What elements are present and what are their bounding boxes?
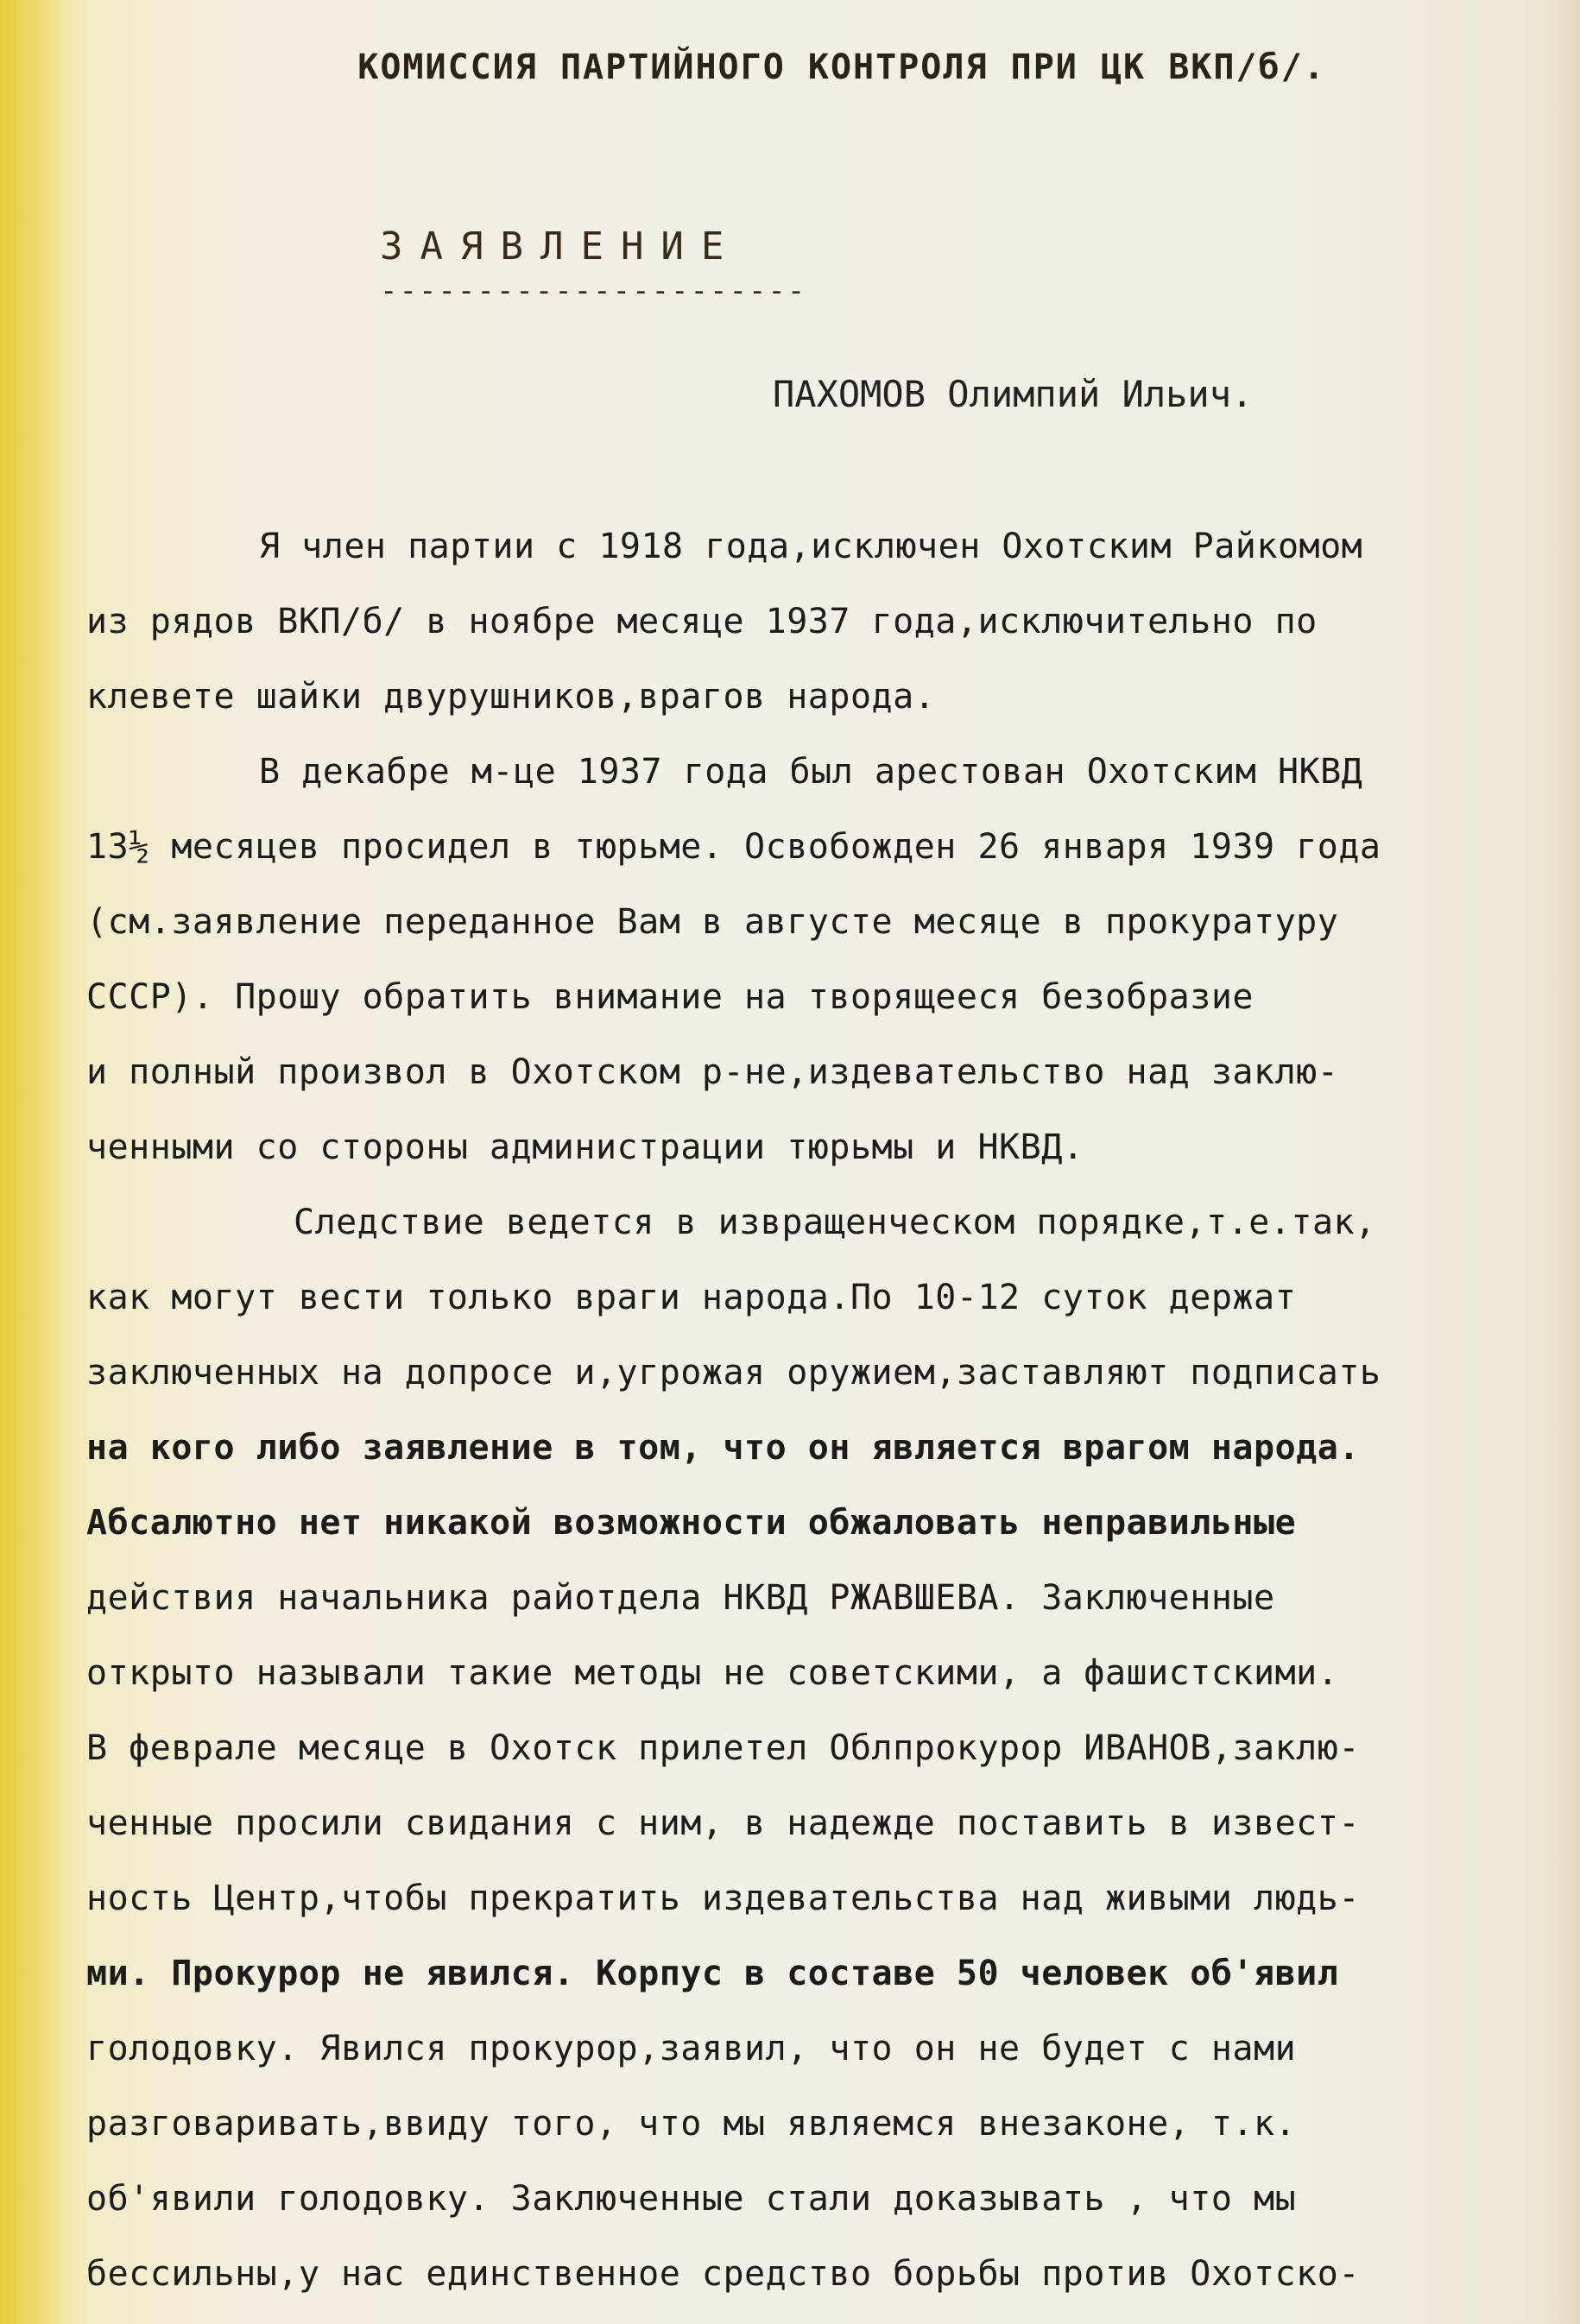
title-underline: ---------------------- <box>380 274 807 308</box>
text-line: ченные просили свидания с ним, в надежде поставить в извест- <box>86 1803 1360 1843</box>
text-line: заключенных на допросе и,угрожая оружием,заставляют подписать <box>86 1353 1381 1393</box>
text-line: Я член партии с 1918 года,исключен Охотским Райкомом <box>259 527 1363 566</box>
text-line: действия начальника райотдела НКВД РЖАВШЕВА. Заключенные <box>86 1578 1275 1618</box>
text-line: Следствие ведется в извращенческом порядке,т.е.так, <box>294 1203 1376 1242</box>
text-line: ченными со стороны администрации тюрьмы и НКВД. <box>86 1127 1084 1167</box>
text-line: ность Центр,чтобы прекратить издевательства над живыми людь- <box>86 1879 1360 1918</box>
text-line: Абсалютно нет никакой возможности обжаловать неправильные <box>86 1503 1297 1543</box>
title-block <box>380 224 812 308</box>
text-line: как могут вести только враги народа.По 10-12 суток держат <box>86 1278 1297 1317</box>
text-line: (см.заявление переданное Вам в августе месяце в прокуратуру <box>86 902 1339 942</box>
text-line: из рядов ВКП/б/ в ноябре месяце 1937 года,исключительно по <box>86 602 1318 641</box>
letterhead: КОМИССИЯ ПАРТИЙНОГО КОНТРОЛЯ ПРИ ЦК ВКП/б/. <box>357 47 1326 87</box>
text-line: об'явили голодовку. Заключенные стали доказывать , что мы <box>86 2179 1297 2219</box>
text-line: открыто называли такие методы не советскими, а фашистскими. <box>86 1653 1339 1693</box>
text-line: ми. Прокурор не явился. Корпус в составе 50 человек об'явил <box>86 1954 1339 1993</box>
author-name: ПАХОМОВ Олимпий Ильич. <box>773 373 1254 415</box>
text-line: В феврале месяце в Охотск прилетел Облпрокурор ИВАНОВ,заклю- <box>86 1728 1360 1768</box>
text-line: и полный произвол в Охотском р-не,издевательство над заклю- <box>86 1052 1339 1092</box>
text-line: клевете шайки двурушников,врагов народа. <box>86 677 936 717</box>
statement-body <box>86 509 1554 2312</box>
text-line: на кого либо заявление в том, что он является врагом народа. <box>86 1428 1360 1468</box>
text-line: 13½ месяцев просидел в тюрьме. Освобожден 26 января 1939 года <box>86 827 1381 867</box>
text-line: СССР). Прошу обратить внимание на творящееся безобразие <box>86 977 1255 1017</box>
text-line: разговаривать,ввиду того, что мы являемся внезаконе, т.к. <box>86 2104 1297 2144</box>
text-line: В декабре м-це 1937 года был арестован Охотским НКВД <box>259 752 1363 792</box>
text-line: бессильны,у нас единственное средство борьбы против Охотско- <box>86 2254 1360 2294</box>
document-title: ЗАЯВЛЕНИЕ <box>380 224 742 268</box>
text-line: голодовку. Явился прокурор,заявил, что он не будет с нами <box>86 2029 1297 2068</box>
